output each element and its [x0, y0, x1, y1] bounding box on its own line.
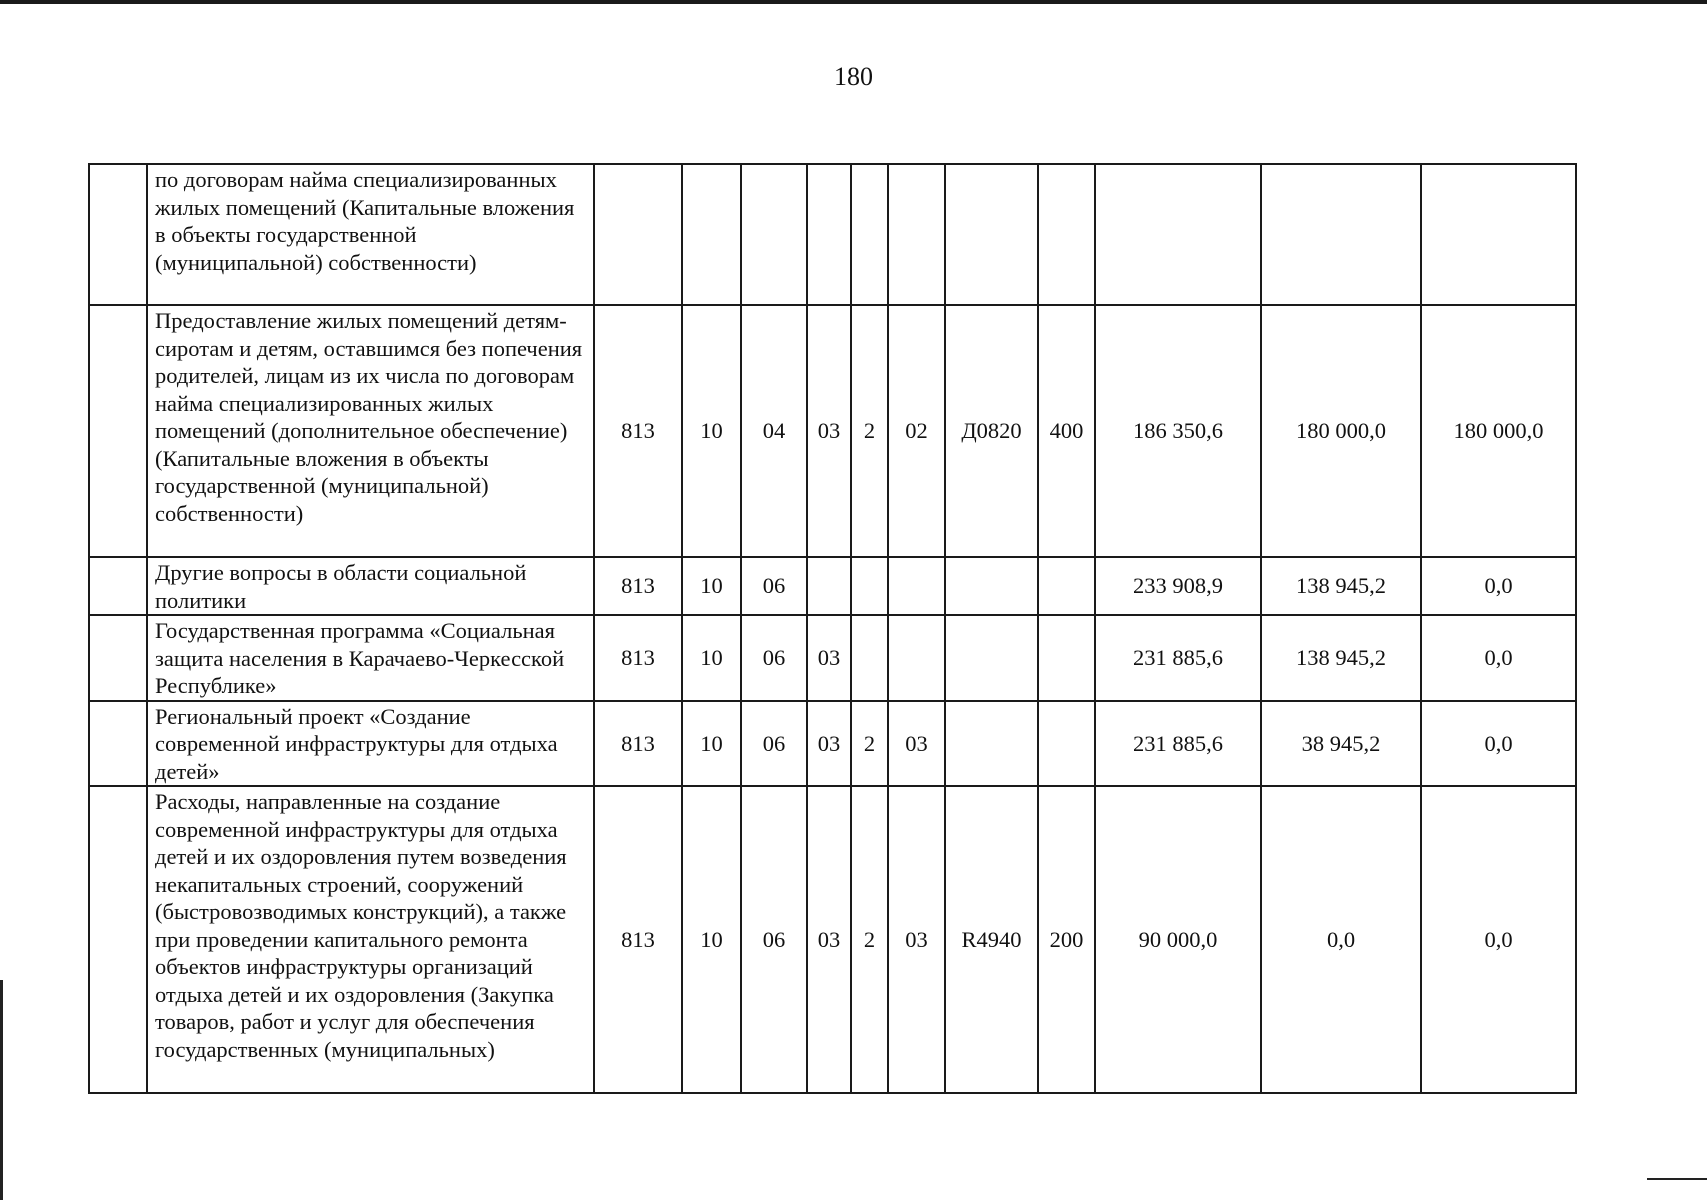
program-code-cell: 03 — [807, 305, 851, 557]
section-code-cell: 10 — [682, 701, 741, 787]
amount-year1-cell: 231 885,6 — [1095, 701, 1261, 787]
budget-table — [88, 163, 1577, 1094]
subsection-code-cell: 06 — [741, 557, 807, 615]
amount-year2-cell: 38 945,2 — [1261, 701, 1421, 787]
section-code-cell: 10 — [682, 557, 741, 615]
measure-code-cell: 03 — [888, 701, 945, 787]
row-number-cell — [89, 701, 147, 787]
amount-year2-cell: 138 945,2 — [1261, 557, 1421, 615]
subprogram-code-cell — [851, 164, 888, 305]
expense-type-cell — [1038, 164, 1095, 305]
measure-code-cell — [888, 557, 945, 615]
amount-year1-cell: 186 350,6 — [1095, 305, 1261, 557]
ministry-code-cell: 813 — [594, 786, 682, 1093]
direction-code-cell: R4940 — [945, 786, 1038, 1093]
scan-edge-top — [0, 0, 1707, 4]
ministry-code-cell: 813 — [594, 557, 682, 615]
expense-name-cell: Государственная программа «Социальная защита населения в Карачаево-Черкесской Республике» — [147, 615, 594, 701]
direction-code-cell — [945, 701, 1038, 787]
expense-type-cell — [1038, 557, 1095, 615]
subprogram-code-cell: 2 — [851, 786, 888, 1093]
amount-year3-cell: 0,0 — [1421, 615, 1576, 701]
amount-year1-cell — [1095, 164, 1261, 305]
amount-year3-cell: 0,0 — [1421, 786, 1576, 1093]
subsection-code-cell — [741, 164, 807, 305]
ministry-code-cell — [594, 164, 682, 305]
expense-type-cell — [1038, 701, 1095, 787]
amount-year3-cell: 180 000,0 — [1421, 305, 1576, 557]
program-code-cell — [807, 164, 851, 305]
scan-edge-right — [1647, 1178, 1707, 1180]
table-row — [89, 701, 1576, 787]
subsection-code-cell: 06 — [741, 786, 807, 1093]
row-number-cell — [89, 557, 147, 615]
program-code-cell: 03 — [807, 786, 851, 1093]
amount-year1-cell: 233 908,9 — [1095, 557, 1261, 615]
amount-year1-cell: 231 885,6 — [1095, 615, 1261, 701]
program-code-cell: 03 — [807, 701, 851, 787]
expense-type-cell: 400 — [1038, 305, 1095, 557]
amount-year3-cell: 0,0 — [1421, 701, 1576, 787]
expense-name-cell: Региональный проект «Создание современной инфраструктуры для отдыха детей» — [147, 701, 594, 787]
scan-edge-left — [0, 980, 3, 1200]
ministry-code-cell: 813 — [594, 305, 682, 557]
table-row — [89, 164, 1576, 305]
measure-code-cell: 02 — [888, 305, 945, 557]
subprogram-code-cell: 2 — [851, 701, 888, 787]
page-number: 180 — [834, 62, 873, 91]
amount-year3-cell — [1421, 164, 1576, 305]
direction-code-cell — [945, 557, 1038, 615]
expense-name-cell: Другие вопросы в области социальной политики — [147, 557, 594, 615]
direction-code-cell: Д0820 — [945, 305, 1038, 557]
measure-code-cell: 03 — [888, 786, 945, 1093]
ministry-code-cell: 813 — [594, 615, 682, 701]
table-row — [89, 557, 1576, 615]
section-code-cell: 10 — [682, 615, 741, 701]
amount-year2-cell — [1261, 164, 1421, 305]
direction-code-cell — [945, 164, 1038, 305]
subprogram-code-cell — [851, 615, 888, 701]
table-row — [89, 786, 1576, 1093]
amount-year3-cell: 0,0 — [1421, 557, 1576, 615]
row-number-cell — [89, 786, 147, 1093]
subprogram-code-cell — [851, 557, 888, 615]
section-code-cell: 10 — [682, 305, 741, 557]
program-code-cell: 03 — [807, 615, 851, 701]
section-code-cell — [682, 164, 741, 305]
direction-code-cell — [945, 615, 1038, 701]
expense-name-cell: по договорам найма специализированных жилых помещений (Капитальные вложения в объекты государственной (муниципальной) собственности) — [147, 164, 594, 305]
program-code-cell — [807, 557, 851, 615]
expense-name-cell: Предоставление жилых помещений детям-сиротам и детям, оставшимся без попечения родителей, лицам из их числа по договорам найма специализированных жилых помещений (дополнительное обеспечение) (Капитальные вложения в объекты государственной (муниципальной) собственности) — [147, 305, 594, 557]
amount-year2-cell: 0,0 — [1261, 786, 1421, 1093]
row-number-cell — [89, 615, 147, 701]
measure-code-cell — [888, 615, 945, 701]
row-number-cell — [89, 305, 147, 557]
table-row — [89, 305, 1576, 557]
subsection-code-cell: 06 — [741, 701, 807, 787]
amount-year2-cell: 180 000,0 — [1261, 305, 1421, 557]
subsection-code-cell: 06 — [741, 615, 807, 701]
subsection-code-cell: 04 — [741, 305, 807, 557]
measure-code-cell — [888, 164, 945, 305]
amount-year2-cell: 138 945,2 — [1261, 615, 1421, 701]
amount-year1-cell: 90 000,0 — [1095, 786, 1261, 1093]
ministry-code-cell: 813 — [594, 701, 682, 787]
section-code-cell: 10 — [682, 786, 741, 1093]
expense-type-cell: 200 — [1038, 786, 1095, 1093]
subprogram-code-cell: 2 — [851, 305, 888, 557]
expense-name-cell: Расходы, направленные на создание современной инфраструктуры для отдыха детей и их оздоровления путем возведения некапитальных строений, сооружений (быстровозводимых конструкций), а также при проведении капитального ремонта объектов инфраструктуры организаций отдыха детей и их оздоровления (Закупка товаров, работ и услуг для обеспечения государственных (муниципальных) — [147, 786, 594, 1093]
table-row — [89, 615, 1576, 701]
expense-type-cell — [1038, 615, 1095, 701]
row-number-cell — [89, 164, 147, 305]
